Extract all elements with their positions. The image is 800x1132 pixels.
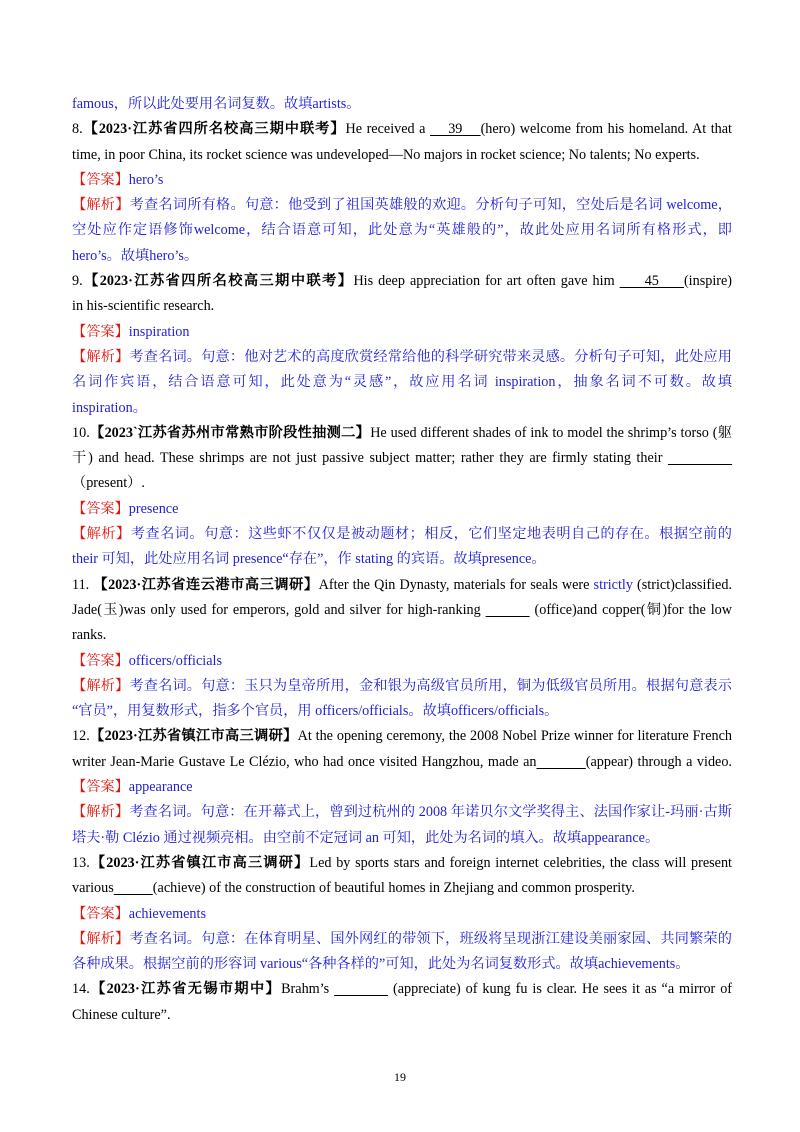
question-text: (office)and copper(铜)for the low xyxy=(529,601,732,618)
question-number: 10. xyxy=(72,424,90,441)
question-text: At the opening ceremony, the 2008 Nobel Prize winner for literature French xyxy=(297,728,732,745)
question-number: 14. xyxy=(72,981,90,998)
question-10-line-2 xyxy=(72,446,732,471)
answer-13 xyxy=(72,902,732,927)
answer-tag: 【答案】 xyxy=(72,652,129,669)
question-source: 【2023·江苏省镇江市高三调研】 xyxy=(89,728,298,745)
question-8 xyxy=(72,117,732,142)
question-text: (appreciate) of kung fu is clear. He sees it as “a mirror of xyxy=(388,981,733,998)
question-text: He received a xyxy=(345,121,431,138)
question-14-line-2: Chinese culture”. xyxy=(72,1006,171,1023)
answer-blank xyxy=(668,450,732,466)
question-11-line-3: ranks. xyxy=(72,627,107,644)
question-12-line-2 xyxy=(72,750,732,775)
question-text: (hero) welcome from his homeland. At that xyxy=(480,121,732,138)
explanation-8-line-2: 空处应作定语修饰welcome，结合语意可知，此处意为“英雄般的”，故此处应用名词所有格形式，即 xyxy=(72,222,732,239)
answer-tag: 【答案】 xyxy=(72,323,129,340)
explanation-9 xyxy=(72,345,732,370)
answer-10 xyxy=(72,497,732,522)
answer-tag: 【答案】 xyxy=(72,500,129,517)
explanation-10-line-2: their 可知，此处应用名词 presence“存在”，作 stating 的宾语。故填presence。 xyxy=(72,551,546,568)
answer-text: presence xyxy=(128,500,179,517)
question-11-line-2 xyxy=(72,598,732,623)
question-12 xyxy=(72,724,732,749)
explanation-13 xyxy=(72,927,732,952)
question-source: 【2023·江苏省连云港市高三调研】 xyxy=(93,576,319,593)
question-13-line-2 xyxy=(72,876,732,901)
answer-tag: 【答案】 xyxy=(72,171,129,188)
question-text: various xyxy=(72,880,114,897)
question-9 xyxy=(72,269,732,294)
question-text: After the Qin Dynasty, materials for seals were xyxy=(318,576,594,593)
explanation-text: 考查名词。句意：这些虾不仅仅是被动题材；相反，它们坚定地表明自己的存在。根据空前的 xyxy=(130,526,732,543)
question-source: 【2023·江苏省四所名校高三期中联考】 xyxy=(82,121,346,138)
answer-blank xyxy=(486,602,530,618)
question-number: 11. xyxy=(72,576,90,593)
answer-blank xyxy=(114,880,153,896)
answer-text: officers/officials xyxy=(128,652,223,669)
question-text: Brahm’s xyxy=(281,981,335,998)
document-page xyxy=(72,92,732,1028)
explanation-tag: 【解析】 xyxy=(72,677,130,694)
question-11 xyxy=(72,573,732,598)
explanation-tag: 【解析】 xyxy=(72,197,130,214)
question-text: Jade(玉)was only used for emperors, gold and silver for high-ranking xyxy=(72,601,486,618)
answer-text: appearance xyxy=(128,779,193,796)
explanation-text: 考查名词。句意：在体育明星、国外网红的带领下，班级将呈现浙江建设美丽家园、共同繁荣的 xyxy=(129,930,732,947)
question-text: (inspire) xyxy=(683,273,733,290)
question-number: 12. xyxy=(72,728,90,745)
explanation-tag: 【解析】 xyxy=(72,348,130,365)
explanation-text: 考查名词所有格。句意：他受到了祖国英雄般的欢迎。分析句子可知，空处后是名词 welcome， xyxy=(129,197,732,214)
question-text: (achieve) of the construction of beautiful homes in Zhejiang and common prosperity. xyxy=(152,880,635,897)
explanation-9-line-3: inspiration。 xyxy=(72,399,147,416)
explanation-12 xyxy=(72,800,732,825)
explanation-tag: 【解析】 xyxy=(72,804,130,821)
answer-tag: 【答案】 xyxy=(72,905,129,922)
explanation-11-line-2: “官员”，用复数形式，指多个官员，用 officers/officials。故填officers/officials。 xyxy=(72,703,559,720)
question-text: writer Jean-Marie Gustave Le Clézio, who had once visited Hangzhou, made an xyxy=(72,753,537,770)
answer-blank: 39 xyxy=(430,121,481,138)
given-word: strictly xyxy=(593,576,633,593)
question-text: (strict)classified. xyxy=(632,576,732,593)
answer-11 xyxy=(72,649,732,674)
question-text: His deep appreciation for art often gave him xyxy=(353,273,620,290)
explanation-tag: 【解析】 xyxy=(72,930,130,947)
question-source: 【2023`江苏省苏州市常熟市阶段性抽测二】 xyxy=(89,424,371,441)
explanation-text: 考查名词。句意：在开幕式上，曾到过杭州的 2008 年诺贝尔文学奖得主、法国作家让-玛丽·古斯 xyxy=(129,804,732,821)
question-10-line-3: （present）. xyxy=(72,475,145,492)
explanation-11 xyxy=(72,674,732,699)
explanation-tag: 【解析】 xyxy=(72,526,131,543)
question-source: 【2023·江苏省四所名校高三期中联考】 xyxy=(82,273,354,290)
question-number: 13. xyxy=(72,854,90,871)
question-text: He used different shades of ink to model the shrimp’s torso (躯 xyxy=(370,424,732,441)
question-source: 【2023·江苏省镇江市高三调研】 xyxy=(89,854,310,871)
explanation-10 xyxy=(72,522,732,547)
question-source: 【2023·江苏省无锡市期中】 xyxy=(89,981,282,998)
answer-blank xyxy=(537,754,586,770)
explanation-continuation: famous，所以此处要用名词复数。故填artists。 xyxy=(72,96,361,112)
answer-12 xyxy=(72,775,732,800)
page-number: 19 xyxy=(394,1070,406,1084)
question-10 xyxy=(72,421,732,446)
answer-8 xyxy=(72,168,732,193)
question-text: 干) and head. These shrimps are not just passive subject matter; rather they are firmly stating their xyxy=(72,450,663,467)
explanation-8-line-3: hero’s。故填hero’s。 xyxy=(72,247,199,264)
question-13 xyxy=(72,851,732,876)
question-8-line-2: time, in poor China, its rocket science was undeveloped—No majors in rocket science; No talents; No experts. xyxy=(72,146,700,163)
explanation-12-line-2: 塔夫·勒 Clézio 通过视频亮相。由空前不定冠词 an 可知，此处为名词的填入。故填appearance。 xyxy=(72,829,660,846)
explanation-text: 考查名词。句意：他对艺术的高度欣赏经常给他的科学研究带来灵感。分析句子可知，此处应用 xyxy=(129,348,732,365)
explanation-8 xyxy=(72,193,732,218)
question-14 xyxy=(72,977,732,1002)
question-number: 9. xyxy=(72,273,83,290)
answer-text: hero’s xyxy=(128,171,164,188)
answer-blank: 45 xyxy=(619,273,684,290)
question-text: Led by sports stars and foreign internet celebrities, the class will present xyxy=(309,854,732,871)
question-9-line-2: in his-scientific research. xyxy=(72,298,215,315)
explanation-9-line-2: 名词作宾语，结合语意可知，此处意为“灵感”，故应用名词 inspiration，抽象名词不可数。故填 xyxy=(72,374,732,391)
answer-blank xyxy=(334,981,388,997)
question-number: 8. xyxy=(72,121,83,138)
explanation-13-line-2: 各种成果。根据空前的形容词 various“各种各样的”可知，此处为名词复数形式。故填achievements。 xyxy=(72,956,690,973)
answer-text: achievements xyxy=(128,905,206,922)
answer-9 xyxy=(72,320,732,345)
answer-tag: 【答案】 xyxy=(72,779,129,796)
explanation-text: 考查名词。句意：玉只为皇帝所用，金和银为高级官员所用，铜为低级官员所用。根据句意表示 xyxy=(129,677,732,694)
answer-text: inspiration xyxy=(128,323,190,340)
question-text: (appear) through a video. xyxy=(585,753,732,770)
